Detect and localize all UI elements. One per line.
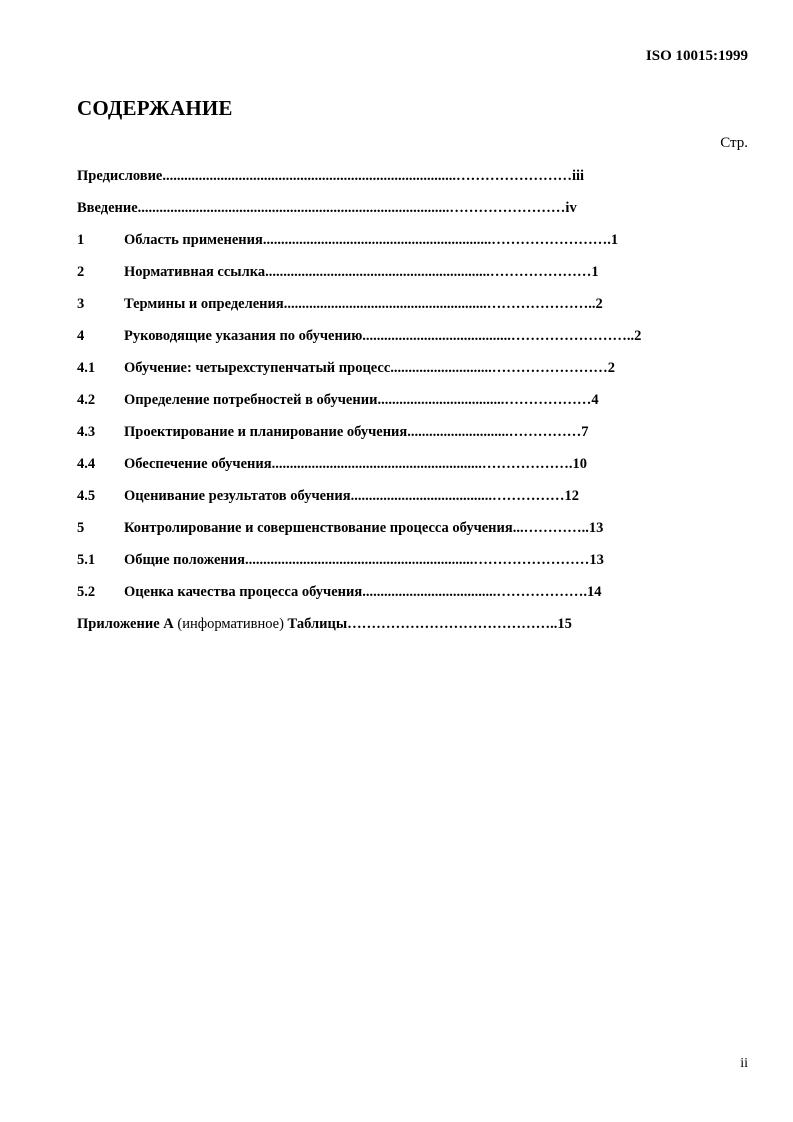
toc-entry-title: Обучение: четырехступенчатый процесс	[124, 360, 391, 376]
toc-leader-dots: ...............................................................……………………	[244, 552, 590, 568]
toc-leader-dots: ............................……………	[407, 424, 582, 440]
toc-leader-dots: ……………………………………..	[347, 616, 558, 632]
toc-entry-number: 4.5	[77, 488, 96, 504]
toc-leader-dots: .........................................……………………..	[362, 328, 635, 344]
toc-entry-page: 2	[607, 360, 616, 376]
page-column-label: Стр.	[720, 135, 748, 151]
toc-entry-page: 10	[572, 456, 587, 472]
toc-leader-dots: ...................................………………	[377, 392, 592, 408]
toc-leader-dots: .................................................................................……………………	[162, 168, 572, 184]
toc-entry-5-1[interactable]	[77, 549, 604, 571]
toc-entry-title: Термины и определения	[124, 296, 284, 312]
toc-entry-title: Контролирование и совершенствование процесса обучения	[124, 520, 513, 536]
toc-entry-page: 7	[581, 424, 589, 440]
toc-entry-title: Оценка качества процесса обучения	[124, 584, 363, 600]
toc-title: СОДЕРЖАНИЕ	[77, 96, 233, 120]
toc-entry-number: 4.4	[77, 456, 96, 472]
toc-annex-note: (информативное)	[177, 616, 284, 632]
toc-entry-5[interactable]	[77, 517, 603, 539]
toc-entry-page: 4	[591, 392, 599, 408]
toc-leader-dots: ..........................................................……………….	[271, 456, 573, 472]
document-code: ISO 10015:1999	[645, 48, 748, 64]
toc-entry-title: Проектирование и планирование обучения	[124, 424, 408, 440]
toc-entry-4-5[interactable]	[77, 485, 579, 507]
toc-entry-number: 5.1	[77, 552, 96, 568]
toc-entry-title: Введение	[77, 200, 138, 216]
toc-entry-4-2[interactable]	[77, 389, 599, 411]
toc-entry-number: 5.2	[77, 584, 96, 600]
toc-entry-title: Оценивание результатов обучения	[124, 488, 351, 504]
toc-leader-dots: ............................……………………	[390, 360, 608, 376]
toc-entry-introduction[interactable]	[77, 197, 577, 219]
toc-entry-page: 12	[564, 488, 579, 504]
toc-entry-number: 5	[77, 520, 85, 536]
toc-entry-page: 14	[586, 584, 602, 600]
toc-entry-1[interactable]	[77, 229, 618, 251]
toc-entry-4-3[interactable]	[77, 421, 589, 443]
toc-entry-title: Руководящие указания по обучению	[124, 328, 363, 344]
toc-entry-number: 3	[77, 296, 85, 312]
toc-entry-page: 15	[557, 616, 572, 632]
page-number: ii	[740, 1056, 748, 1071]
toc-entry-title: Предисловие	[77, 168, 163, 184]
toc-entry-2[interactable]	[77, 261, 599, 283]
toc-leader-dots: .....................................……………….	[362, 584, 587, 600]
toc-entry-number: 2	[77, 264, 85, 280]
toc-entry-page: 13	[588, 520, 604, 536]
toc-entry-title: Обеспечение обучения	[124, 456, 272, 472]
toc-entry-page: iii	[571, 168, 585, 184]
toc-entry-number: 4	[77, 328, 85, 344]
toc-entry-4-1[interactable]	[77, 357, 615, 379]
toc-entry-page: 1	[610, 232, 619, 248]
toc-entry-number: 4.1	[77, 360, 96, 376]
toc-entry-title: Нормативная ссылка	[124, 264, 266, 280]
toc-annex-title: Таблицы	[287, 616, 348, 632]
toc-leader-dots: ......................................................................................……………………	[137, 200, 566, 216]
toc-entry-title: Область применения	[124, 232, 263, 248]
toc-entry-page: 13	[589, 552, 604, 568]
toc-leader-dots: .......................................……………	[350, 488, 565, 504]
toc-leader-dots: ...…………..	[512, 520, 589, 536]
toc-entry-preface[interactable]	[77, 165, 584, 187]
toc-entry-title: Определение потребностей в обучении	[124, 392, 378, 408]
toc-entry-page: 2	[595, 296, 603, 312]
toc-entry-annex-a[interactable]	[77, 613, 572, 635]
toc-entry-3[interactable]	[77, 293, 603, 315]
toc-entry-number: 4.3	[77, 424, 96, 440]
toc-leader-dots: ..............................................................…………………	[265, 264, 592, 280]
toc-entry-page: iv	[565, 200, 577, 216]
toc-entry-page: 2	[634, 328, 642, 344]
toc-entry-number: 4.2	[77, 392, 96, 408]
toc-leader-dots: ...............................................................…………………….	[262, 232, 611, 248]
toc-entry-4[interactable]	[77, 325, 641, 347]
toc-entry-title: Общие положения	[124, 552, 245, 568]
toc-entry-4-4[interactable]	[77, 453, 587, 475]
toc-entry-number: 1	[77, 232, 85, 248]
toc-annex-label: Приложение А	[77, 616, 174, 632]
toc-entry-5-2[interactable]	[77, 581, 601, 603]
toc-entry-page: 1	[591, 264, 599, 280]
toc-leader-dots: ........................................................…………………..	[283, 296, 596, 312]
